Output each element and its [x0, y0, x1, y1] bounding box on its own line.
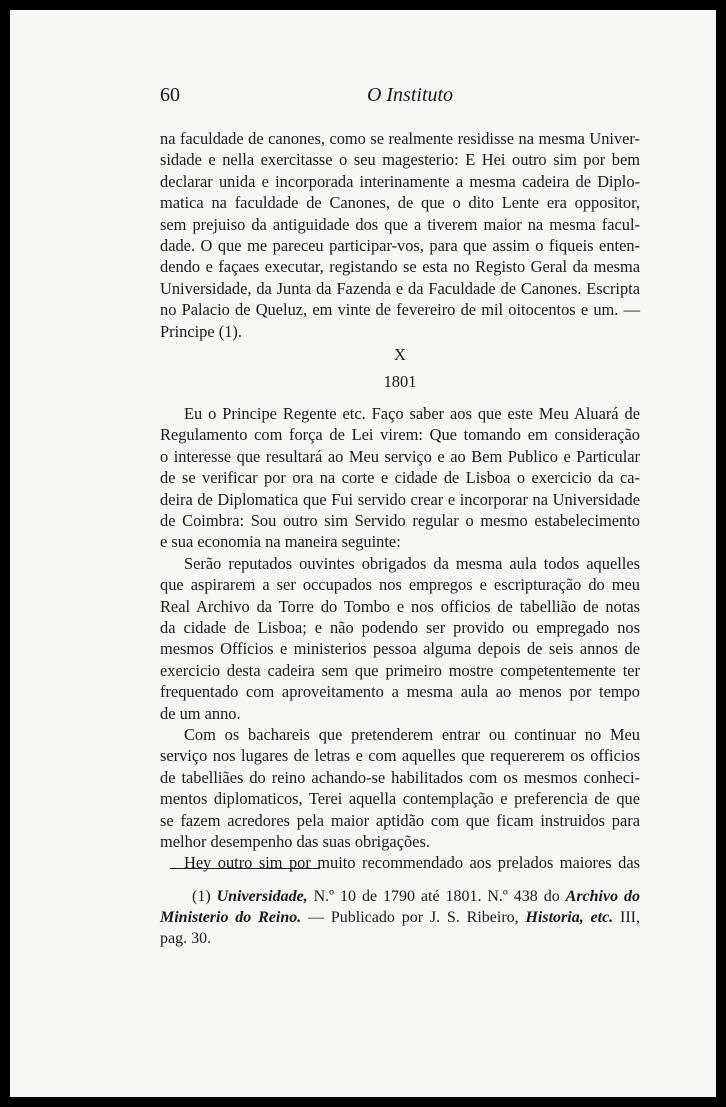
- text-line: de Coimbra: Sou outro sim Servido regular o mesmo estabelecimento: [160, 510, 640, 530]
- text-line: melhor desempenho das suas obrigações.: [160, 832, 430, 851]
- footnote-ref: N.º 10 de 1790 até 1801. N.º 438 do: [313, 888, 560, 905]
- text-line: Eu o Principe Regente etc. Faço saber aos que este Meu Aluará de: [184, 403, 640, 423]
- text-line: mesmos Officios e ministerios pessoa alguma depois de seis annos de: [160, 639, 640, 659]
- letter-text: [160, 128, 640, 342]
- text-line: o interesse que resultará ao Meu serviço e ao Bem Publico e Particular: [160, 446, 640, 466]
- text-line: mentos diplomaticos, Terei aquella contemplação e preferencia de que: [160, 789, 640, 809]
- footnote-archive-title: Archivo do: [565, 888, 641, 905]
- text-line: se fazem acredores pela maior aptidão com que ficam instruidos para: [160, 810, 640, 830]
- footnote-reference: (1).: [218, 321, 242, 341]
- text-line: e sua economia na maneira seguinte:: [160, 532, 401, 552]
- footnote-published-by: — Publicado por J. S. Ribeiro,: [308, 909, 519, 926]
- text-line: exercicio desta cadeira sem que primeiro mostre competentemente ter: [160, 660, 640, 680]
- paragraph-ouvintes: [160, 553, 640, 724]
- signature: Principe: [160, 321, 215, 341]
- body-text: [160, 128, 640, 874]
- section-numeral: X: [394, 345, 406, 365]
- alvara-opening: [160, 403, 640, 553]
- text-line: Com os bachareis que pretenderem entrar ou continuar no Meu: [184, 724, 640, 744]
- text-line: da cidade de Lisboa; e não podendo ser provido ou empregado nos: [160, 617, 640, 637]
- paragraph-bachareis: [160, 724, 640, 852]
- text-line: dade. O que me pareceu participar-vos, para que assim o fiqueis enten-: [160, 236, 640, 256]
- page-header: [160, 80, 640, 110]
- text-line: sidade e nella exercitasse o seu magesterio: E Hei outro sim por bem: [160, 150, 640, 170]
- text-line: de um anno.: [160, 703, 241, 723]
- text-line: Universidade, da Junta da Fazenda e da Faculdade de Canones. Escripta: [160, 278, 640, 298]
- footnote-mark: (1): [192, 888, 211, 905]
- page-number: 60: [160, 84, 180, 106]
- text-line: de tabelliães do reino achando-se habilitados com os mesmos conheci-: [160, 767, 640, 787]
- footnote-work-title: Historia, etc.: [525, 909, 614, 926]
- paragraph-prelados: [160, 852, 640, 873]
- text-line: dendo e façaes executar, registando se esta no Registo Geral da mesma: [160, 257, 640, 277]
- footnote-line: [160, 907, 640, 928]
- text-line: de se verificar por ora na corte e cidade de Lisboa o exercicio da ca-: [160, 468, 640, 488]
- text-line: sem prejuiso da antiguidade dos que a tiverem maior na mesma facul-: [160, 214, 640, 234]
- footnote-volume: III,: [620, 909, 640, 926]
- text-line: que aspirarem a ser occupados nos empregos e escripturação do meu: [160, 575, 640, 595]
- footnote-page-ref: pag. 30.: [160, 930, 212, 947]
- footnote-source-title: Universidade,: [216, 888, 308, 905]
- section-year: 1801: [383, 372, 417, 392]
- text-line: serviço nos lugares de letras e com aquelles que requererem os officios: [160, 746, 640, 766]
- text-line: na faculdade de canones, como se realmente residisse na mesma Univer-: [160, 129, 640, 148]
- text-line: Real Archivo da Torre do Tombo e nos officios de tabellião de notas: [160, 596, 640, 616]
- text-line: Regulamento com força de Lei virem: Que tomando em consideração: [160, 425, 640, 445]
- text-line: no Palacio de Queluz, em vinte de fevereiro de mil oitocentos e um. —: [160, 300, 640, 320]
- book-page: [10, 10, 716, 1097]
- text-line: Serão reputados ouvintes obrigados da mesma aula todos aquelles: [184, 553, 640, 573]
- running-title: O Instituto: [366, 84, 454, 106]
- signature-line: [160, 321, 640, 342]
- text-line: Hey outro sim por muito recommendado aos prelados maiores das: [184, 853, 640, 873]
- text-line: frequentado com aproveitamento a mesma aula ao menos por tempo: [160, 682, 640, 702]
- text-line: deira de Diplomatica que Fui servido crear e incorporar na Universidade: [160, 489, 640, 509]
- footnote: [160, 886, 640, 949]
- footnote-line: [160, 886, 640, 907]
- text-line: matica na faculdade de Canones, de que o dito Lente era oppositor,: [160, 193, 640, 213]
- footnote-divider: [170, 868, 320, 869]
- text-line: declarar unida e incorporada interinamente a mesma cadeira de Diplo-: [160, 171, 640, 191]
- footnote-archive-title-cont: Ministerio do Reino.: [160, 909, 302, 926]
